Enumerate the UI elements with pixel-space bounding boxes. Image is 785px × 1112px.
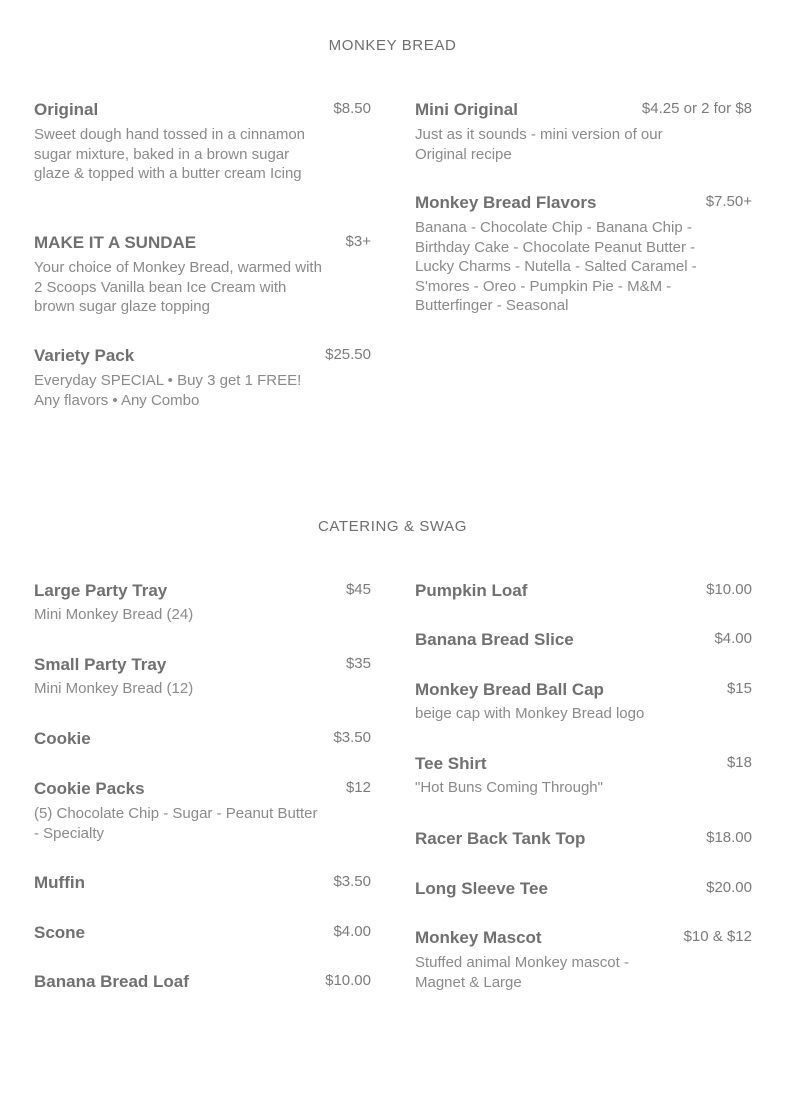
menu-item: [415, 829, 752, 853]
menu-item: [34, 100, 371, 184]
menu-item: [415, 100, 752, 164]
item-price: $25.50: [325, 346, 371, 363]
item-name: Variety Pack: [34, 346, 135, 365]
menu-item: [34, 655, 371, 699]
item-name: Scone: [34, 923, 86, 942]
item-price: $4.25 or 2 for $8: [641, 100, 752, 117]
item-description: Sweet dough hand tossed in a cinnamon sugar mixture, baked in a brown sugar glaze & topped with a butter cream Icing: [34, 126, 306, 183]
item-price: $18.00: [706, 829, 752, 846]
item-name: Long Sleeve Tee: [415, 879, 548, 898]
menu-item: [34, 873, 371, 897]
menu-item: [415, 879, 752, 903]
item-description: Your choice of Monkey Bread, warmed with 2 Scoops Vanilla bean Ice Cream with brown sugar glaze topping: [34, 259, 322, 316]
item-price: $45: [345, 581, 371, 598]
item-name: Racer Back Tank Top: [415, 829, 586, 848]
item-name: Banana Bread Slice: [415, 630, 574, 649]
menu-item: [34, 233, 371, 317]
menu-item: [34, 729, 371, 753]
section-title-monkey-bread: MONKEY BREAD: [328, 37, 457, 54]
menu-item: [415, 581, 752, 605]
menu-item: [34, 972, 371, 996]
item-price: $7.50+: [705, 193, 752, 210]
item-name: Original: [34, 100, 99, 119]
menu-item: [415, 630, 752, 654]
menu-item: [415, 754, 752, 798]
item-name: Muffin: [34, 873, 85, 892]
item-description: (5) Chocolate Chip - Sugar - Peanut Butter - Specialty: [34, 805, 318, 842]
menu-item: [415, 928, 752, 992]
item-price: $10.00: [706, 581, 752, 598]
item-price: $3.50: [333, 729, 371, 746]
item-price: $18: [726, 754, 752, 771]
item-description: Mini Monkey Bread (24): [34, 606, 194, 623]
item-name: MAKE IT A SUNDAE: [34, 233, 197, 252]
item-name: Mini Original: [415, 100, 518, 119]
menu-item: [34, 346, 371, 410]
item-description: Just as it sounds - mini version of our Original recipe: [415, 126, 663, 163]
item-description: beige cap with Monkey Bread logo: [415, 705, 645, 722]
item-name: Monkey Bread Ball Cap: [415, 680, 604, 699]
item-price: $20.00: [706, 879, 752, 896]
item-description: Mini Monkey Bread (12): [34, 680, 194, 697]
item-name: Cookie: [34, 729, 91, 748]
item-description: Stuffed animal Monkey mascot - Magnet & Large: [415, 954, 629, 991]
item-name: Small Party Tray: [34, 655, 167, 674]
menu-item: [34, 581, 371, 625]
item-price: $3+: [345, 233, 371, 250]
item-description: Everyday SPECIAL • Buy 3 get 1 FREE! Any flavors • Any Combo: [34, 372, 302, 409]
item-price: $12: [345, 779, 371, 796]
item-description: "Hot Buns Coming Through": [415, 779, 603, 796]
menu-item: [34, 923, 371, 947]
item-name: Large Party Tray: [34, 581, 168, 600]
item-price: $3.50: [333, 873, 371, 890]
item-name: Monkey Bread Flavors: [415, 193, 597, 212]
menu-item: [415, 193, 752, 316]
item-name: Cookie Packs: [34, 779, 145, 798]
item-price: $4.00: [714, 630, 752, 647]
item-name: Tee Shirt: [415, 754, 487, 773]
item-description: Banana - Chocolate Chip - Banana Chip - Birthday Cake - Chocolate Peanut Butter - Lucky Charms - Nutella - Salted Caramel - S'mores - Oreo - Pumpkin Pie - M&M - Butterfinger - Seasonal: [415, 219, 697, 315]
menu-item: [415, 680, 752, 724]
item-name: Banana Bread Loaf: [34, 972, 189, 991]
logo-arc-icon: [332, 0, 354, 2]
item-price: $4.00: [333, 923, 371, 940]
item-price: $15: [726, 680, 752, 697]
item-name: Monkey Mascot: [415, 928, 542, 947]
item-price: $35: [345, 655, 371, 672]
item-price: $10.00: [325, 972, 371, 989]
item-name: Pumpkin Loaf: [415, 581, 528, 600]
menu-item: [34, 779, 371, 843]
item-price: $10 & $12: [683, 928, 752, 945]
section-title-catering-swag: CATERING & SWAG: [317, 518, 467, 535]
item-price: $8.50: [333, 100, 371, 117]
